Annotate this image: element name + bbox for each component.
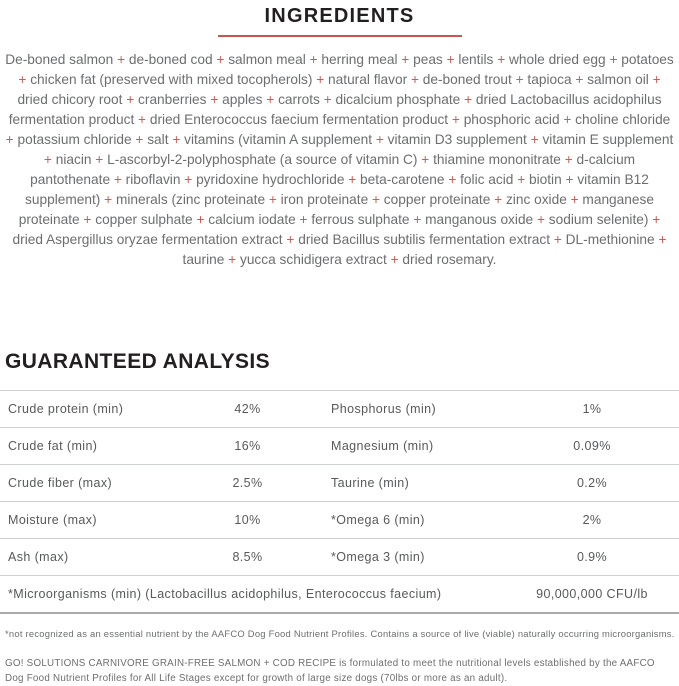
plus-separator: + [43, 152, 52, 167]
plus-separator: + [126, 92, 135, 107]
plus-separator: + [515, 72, 524, 87]
heading-divider [218, 35, 462, 37]
plus-separator: + [210, 92, 219, 107]
plus-separator: + [390, 252, 399, 267]
plus-separator: + [117, 52, 126, 67]
guaranteed-analysis-table [0, 390, 679, 614]
nutrient-label: Ash (max) [8, 550, 69, 564]
ga-row [0, 539, 679, 576]
plus-separator: + [464, 92, 473, 107]
aafco-footnote: *not recognized as an essential nutrient by the AAFCO Dog Food Nutrient Profiles. Contains a source of live (viable) naturally occurring microorganisms. [5, 627, 675, 639]
plus-separator: + [575, 72, 584, 87]
plus-separator: + [530, 132, 539, 147]
plus-separator: + [517, 172, 526, 187]
plus-separator: + [348, 172, 357, 187]
nutrient-value: 2% [582, 513, 602, 527]
plus-separator: + [563, 112, 572, 127]
plus-separator: + [570, 192, 579, 207]
ga-row [0, 428, 679, 465]
nutrient-label: Magnesium (min) [331, 439, 434, 453]
nutrient-value: 10% [234, 513, 261, 527]
plus-separator: + [494, 192, 503, 207]
plus-separator: + [138, 112, 147, 127]
nutrient-value: 2.5% [232, 476, 263, 490]
microorganisms-row [0, 576, 679, 613]
plus-separator: + [18, 72, 27, 87]
plus-separator: + [266, 92, 275, 107]
nutrient-label: Crude protein (min) [8, 402, 124, 416]
nutrient-label: Taurine (min) [331, 476, 410, 490]
plus-separator: + [323, 92, 332, 107]
plus-separator: + [421, 152, 430, 167]
plus-separator: + [104, 192, 113, 207]
plus-separator: + [316, 72, 325, 87]
plus-separator: + [413, 212, 422, 227]
nutrient-value: 0.2% [576, 476, 608, 490]
nutrient-label: Crude fat (min) [8, 439, 98, 453]
microorganisms-label: *Microorganisms (min) (Lactobacillus acidophilus, Enterococcus faecium) [8, 586, 442, 601]
plus-separator: + [113, 172, 122, 187]
nutrient-label: Crude fiber (max) [8, 476, 113, 490]
nutrient-label: Phosphorus (min) [331, 402, 437, 416]
nutrient-value: 42% [234, 402, 261, 416]
plus-separator: + [216, 52, 225, 67]
plus-separator: + [196, 212, 205, 227]
plus-separator: + [83, 212, 92, 227]
plus-separator: + [497, 52, 506, 67]
plus-separator: + [401, 52, 410, 67]
plus-separator: + [95, 152, 104, 167]
ga-row [0, 391, 679, 428]
guaranteed-analysis-heading: GUARANTEED ANALYSIS [5, 350, 271, 373]
plus-separator: + [609, 52, 618, 67]
plus-separator: + [299, 212, 308, 227]
ingredients-heading: INGREDIENTS [264, 5, 415, 27]
plus-separator: + [446, 52, 455, 67]
plus-separator: + [658, 232, 667, 247]
plus-separator: + [451, 112, 460, 127]
plus-separator: + [372, 192, 380, 207]
nutrient-label: Moisture (max) [8, 513, 97, 527]
nutrient-value: 16% [234, 439, 261, 453]
plus-separator: + [135, 132, 144, 147]
plus-separator: + [286, 232, 295, 247]
plus-separator: + [184, 172, 193, 187]
ingredients-text: De-boned salmon + de-boned cod + salmon meal + herring meal + peas + lentils + whole dried egg + potatoes + chicken fat (preserved with mixed tocopherols) + natural flavor + de-boned trout + tapioca + salmon oil + dried chicory root + cranberries + apples + carrots + dicalcium phosphate + dried Lactobacillus acidophilus fermentation product + dried Enterococcus faecium fermentation product + phosphoric acid + choline chloride + potassium chloride + salt + vitamins (vitamin A supplement + vitamin D3 supplement + vitamin E supplement + niacin + L-ascorbyl-2-polyphosphate (a source of vitamin C) + thiamine mononitrate + d-calcium pantothenate + riboflavin + pyridoxine hydrochloride + beta-carotene + folic acid + biotin + vitamin B12 supplement) + minerals (zinc proteinate + iron proteinate + copper proteinate + zinc oxide + manganese proteinate + copper sulphate + calcium iodate + ferrous sulphate + manganous oxide + sodium selenite) + dried Aspergillus oryzae fermentation extract + dried Bacillus subtilis fermentation extract + DL-methionine + taurine + yucca schidigera extract + dried rosemary. [5, 52, 674, 267]
plus-separator: + [410, 72, 419, 87]
plus-separator: + [652, 212, 661, 227]
microorganisms-value: 90,000,000 CFU/lb [536, 586, 648, 601]
nutrient-label: *Omega 3 (min) [331, 550, 425, 564]
formulation-statement: GO! SOLUTIONS CARNIVORE GRAIN-FREE SALMON + COD RECIPE is formulated to meet the nutritional levels established by the AAFCO Dog Food Nutrient Profiles for All Life Stages except for growth of large size dogs (70lbs or more as an adult). [5, 657, 655, 684]
nutrient-label: *Omega 6 (min) [331, 513, 425, 527]
plus-separator: + [228, 252, 237, 267]
nutrient-value: 1% [582, 402, 602, 416]
ga-row [0, 465, 679, 502]
plus-separator: + [564, 152, 573, 167]
plus-separator: + [553, 232, 562, 247]
ga-row [0, 502, 679, 539]
plus-separator: + [309, 52, 318, 67]
plus-separator: + [172, 132, 181, 147]
plus-separator: + [565, 172, 574, 187]
nutrient-value: 0.9% [576, 550, 608, 564]
plus-separator: + [5, 132, 14, 147]
nutrient-value: 8.5% [232, 550, 263, 564]
plus-separator: + [536, 212, 545, 227]
plus-separator: + [268, 192, 277, 207]
plus-separator: + [448, 172, 457, 187]
plus-separator: + [375, 132, 384, 147]
nutrient-value: 0.09% [573, 439, 611, 453]
plus-separator: + [652, 72, 661, 87]
